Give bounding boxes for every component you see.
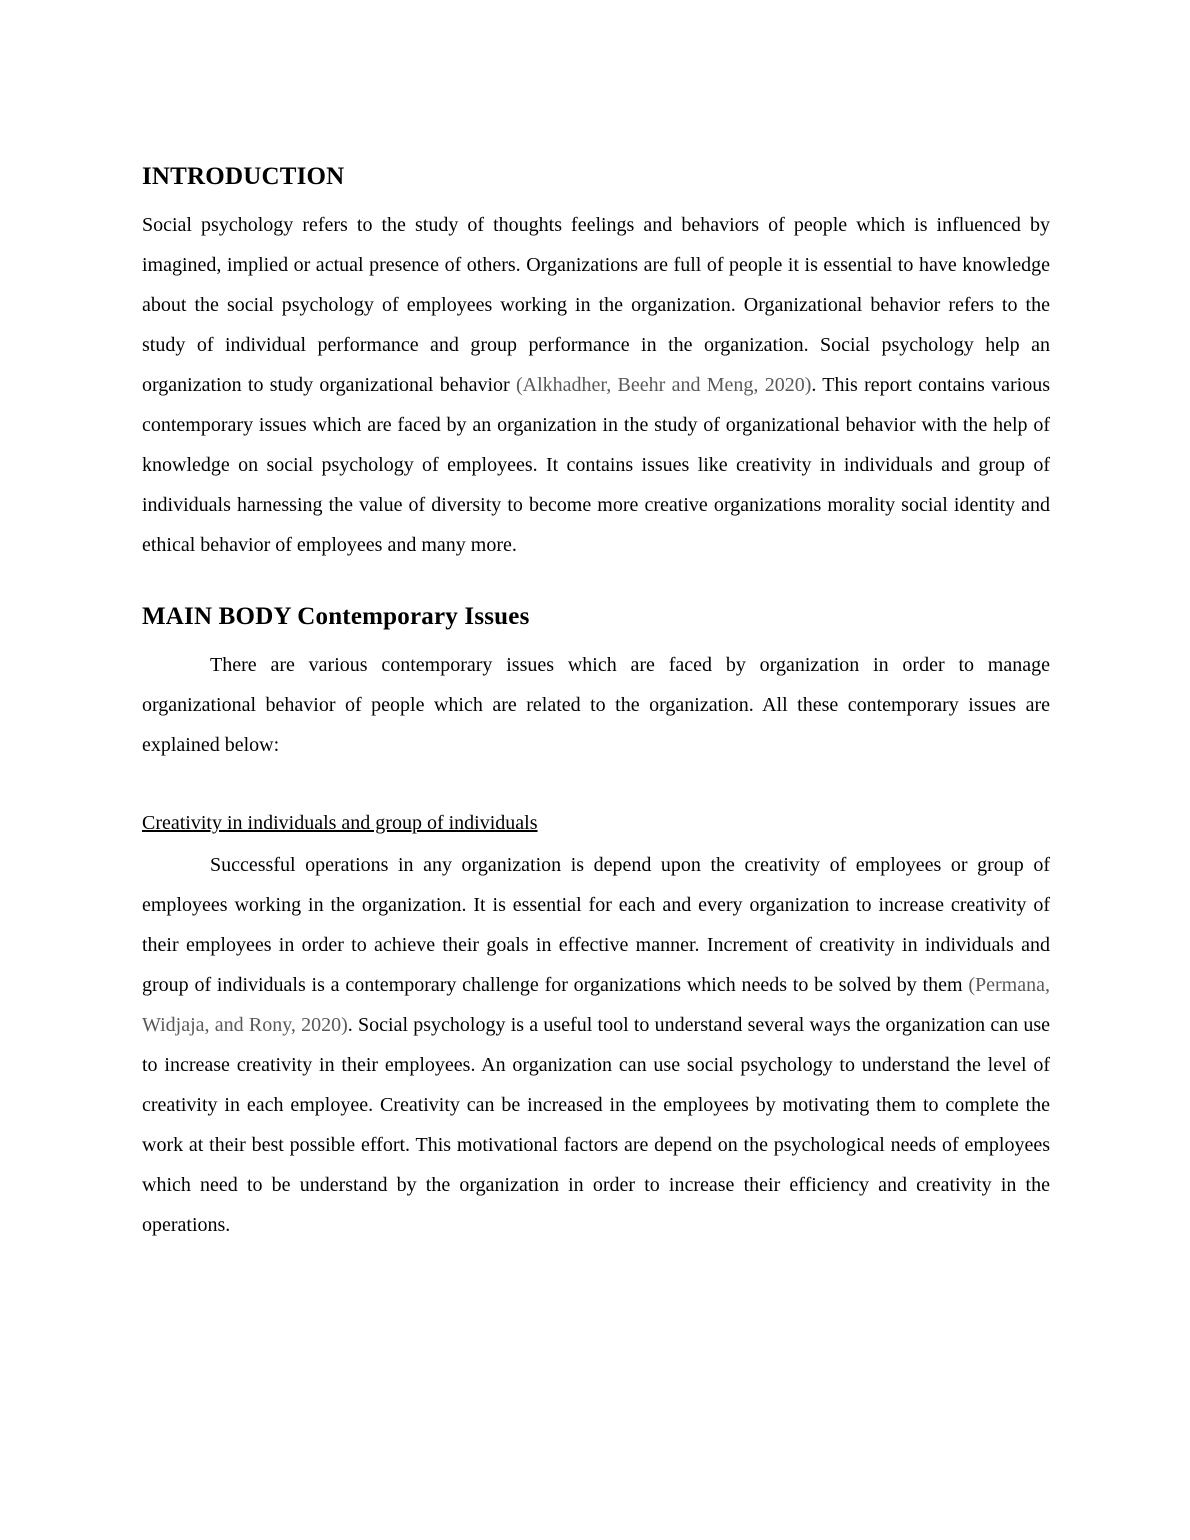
main-body-paragraph: There are various contemporary issues which are faced by organization in order to manage organizational behavior of people which are related to the organization. All these contemporary issues are explained below: [142,654,1050,756]
intro-heading: INTRODUCTION [142,163,345,190]
creativity-citation: (Permana, Widjaja, and Rony, 2020) [142,974,1050,1036]
creativity-text-after-citation: . Social psychology is a useful tool to understand several ways the organization can use to increase creativity in their employees. An organization can use social psychology to understand the level of creativity in each employee. Creativity can be increased in the employees by motivating them to complete the work at their best possible effort. This motivational factors are depend on the psychological needs of employees which need to be understand by the organization in order to increase their efficiency and creativity in the operations. [142,1014,1051,1236]
creativity-paragraph [142,845,1050,1245]
main-body-heading: MAIN BODY Contemporary Issues [142,603,530,630]
creativity-subheading: Creativity in individuals and group of individuals [142,812,538,834]
intro-text-before-citation: Social psychology refers to the study of thoughts feelings and behaviors of people which is influenced by imagined, implied or actual presence of others. Organizations are full of people it is essential to have knowledge about the social psychology of employees working in the organization. Organizational behavior refers to the study of individual performance and group performance in the organization. Social psychology help an organization to study organizational behavior [142,214,1050,396]
creativity-text-before-citation: Successful operations in any organization is depend upon the creativity of employees or group of employees working in the organization. It is essential for each and every organization to increase creativity of their employees in order to achieve their goals in effective manner. Increment of creativity in individuals and group of individuals is a contemporary challenge for organizations which needs to be solved by them [142,854,1050,996]
intro-citation: (Alkhadher, Beehr and Meng, 2020) [515,374,812,396]
intro-paragraph [142,205,1050,565]
intro-text-after-citation: . This report contains various contemporary issues which are faced by an organization in the study of organizational behavior with the help of knowledge on social psychology of employees. It contains issues like creativity in individuals and group of individuals harnessing the value of diversity to become more creative organizations morality social identity and ethical behavior of employees and many more. [142,374,1050,556]
